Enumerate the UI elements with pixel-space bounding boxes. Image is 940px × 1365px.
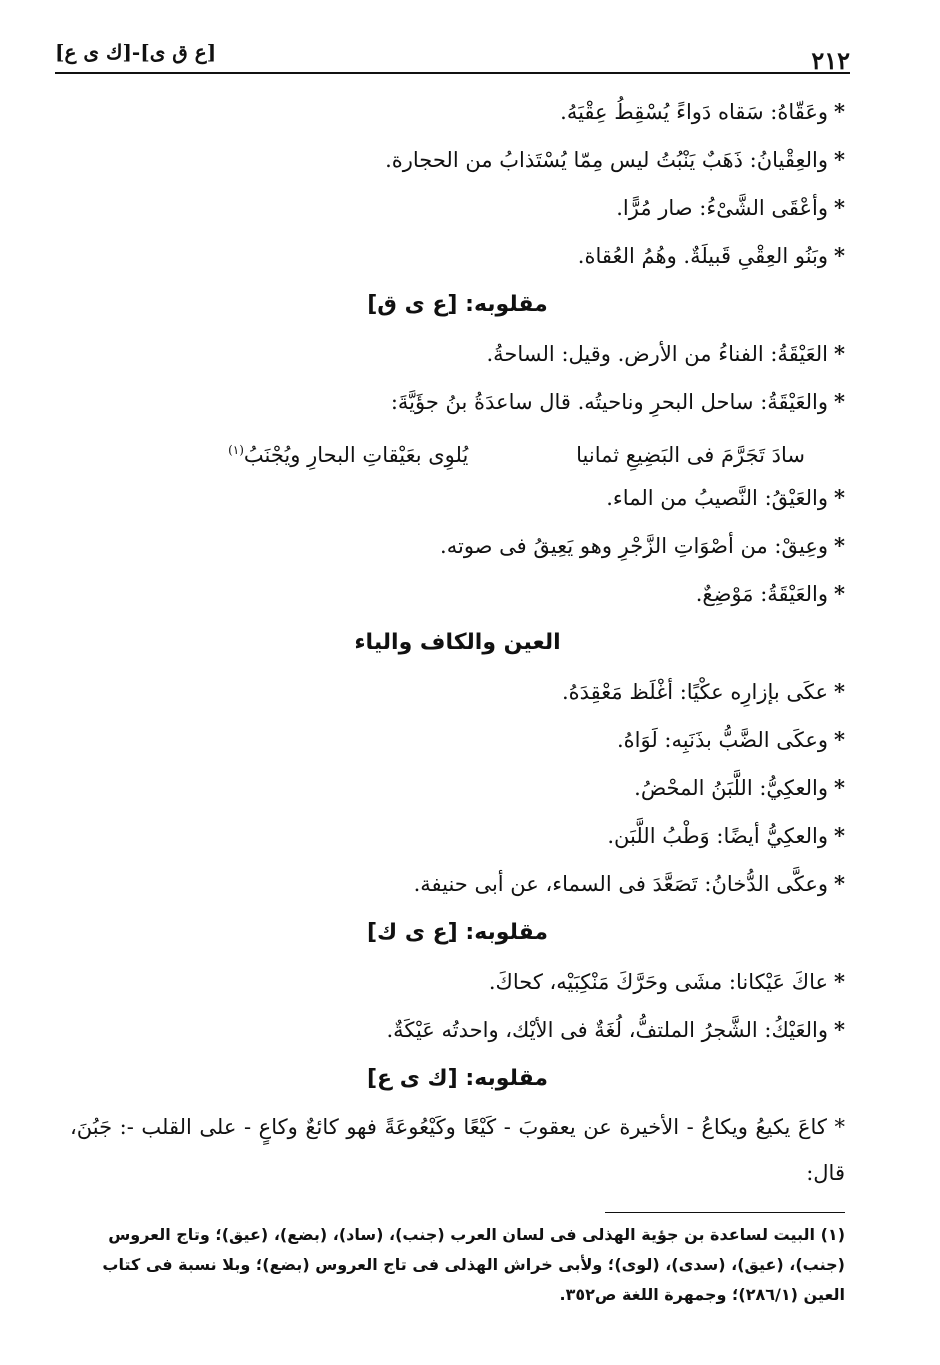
header-rule <box>55 72 850 74</box>
entry-text: والعَيْقَةُ: مَوْضِعٌ. <box>695 582 829 606</box>
section-heading: مقلوبه: [ع ى ك] <box>366 920 549 945</box>
entry-text: وعكَّى الدُّخانُ: تَصَعَّدَ فى السماء، عن أبى حنيفة. <box>413 872 829 896</box>
entry-text: وعِيقْ: من أصْوَاتِ الزَّجْرِ وهو يَعِيقُ فى صوته. <box>440 534 829 558</box>
entry-line <box>70 716 845 764</box>
page-body <box>70 88 845 1196</box>
entry-line <box>70 860 845 908</box>
poetry-verse <box>70 426 845 474</box>
entry-star: * <box>834 243 845 268</box>
entry-line <box>70 330 845 378</box>
section-heading: العين والكاف والياء <box>354 630 561 655</box>
entry-text: وعكَى الضَّبُّ بذَنَبِه: لَوَاهُ. <box>617 728 829 752</box>
entry-star: * <box>834 195 845 220</box>
footnote-rule <box>605 1212 845 1213</box>
entry-line <box>70 378 845 426</box>
entry-text: والعِقْيانُ: ذَهَبٌ يَنْبُتُ ليس مِمّا يُسْتَذابُ من الحجارة. <box>385 148 829 172</box>
entry-text: وأعْقَى الشَّىْءُ: صار مُرًّا. <box>616 196 829 220</box>
entry-text: والعَيْقَةُ: ساحل البحرِ وناحيتُه. قال ساعدَةُ بنُ جؤَيَّةَ: <box>390 390 829 414</box>
entry-line <box>70 88 845 136</box>
entry-line <box>70 570 845 618</box>
entry-line <box>70 136 845 184</box>
entry-line <box>70 812 845 860</box>
entry-line <box>70 184 845 232</box>
running-head: [ع ق ى]-[ك ى ع] <box>55 40 217 64</box>
footnote-reference: (١) <box>228 443 244 457</box>
entry-star: * <box>834 871 845 896</box>
entry-line <box>70 764 845 812</box>
entry-text: كاعَ يكيعُ ويكاعُ - الأخيرة عن يعقوبَ - كَيْعًا وكَيْعُوعَةً فهو كائعٌ وكاعٍ - على القلب -: جَبُنَ، قال: <box>70 1115 845 1185</box>
entry-text: والعكِيُّ أيضًا: وَطْبُ اللَّبَن. <box>607 824 829 848</box>
entry-line <box>70 232 845 280</box>
entry-line <box>70 668 845 716</box>
entry-text: وعَقّاهُ: سَقاه دَواءً يُسْقِطُ عِقْيَهُ. <box>560 100 829 124</box>
entry-star: * <box>834 147 845 172</box>
entry-text: والعَيْقُ: النَّصيبُ من الماء. <box>606 486 829 510</box>
entry-text: والعكِيُّ: اللَّبَنُ المحْضُ. <box>634 776 829 800</box>
entry-star: * <box>834 581 845 606</box>
entry-line <box>70 474 845 522</box>
entry-star: * <box>834 775 845 800</box>
entry-line <box>70 1006 845 1054</box>
entry-text: وبَنُو العِقْىِ قَبيلَةٌ. وهُمُ العُقاة. <box>577 244 829 268</box>
entry-text: العَيْقَةُ: الفناءُ من الأرض. وقيل: الساحةُ. <box>486 342 829 366</box>
entry-star: * <box>834 533 845 558</box>
verse-first-hemistich: سادَ تَجَرَّمَ فى البَضِيعِ ثمانيا <box>576 443 805 467</box>
section-heading: مقلوبه: [ع ى ق] <box>367 292 548 317</box>
entry-star: * <box>834 679 845 704</box>
entry-star: * <box>834 727 845 752</box>
entry-star: * <box>834 1115 845 1139</box>
entry-text: عاكَ عَيْكانا: مشَى وحَرَّكَ مَنْكِبَيْه، كحاكَ. <box>488 970 829 994</box>
entry-text: عكَى بإزارِه عكْيًا: أغْلَظ مَعْقِدَهُ. <box>561 680 829 704</box>
entry-star: * <box>834 969 845 994</box>
entry-line <box>70 958 845 1006</box>
entry-star: * <box>834 823 845 848</box>
entry-star: * <box>834 99 845 124</box>
page-number: ٢١٢ <box>811 46 850 75</box>
entry-star: * <box>834 389 845 414</box>
section-heading: مقلوبه: [ك ى ع] <box>366 1066 549 1091</box>
footnote: (١) البيت لساعدة بن جؤية الهذلى فى لسان العرب (جنب)، (ساد)، (بضع)، (عيق)؛ وتاج العروس (جنب)، (عيق)، (سدى)، (لوى)؛ ولأبى خراش الهذلى فى تاج العروس (بضع)؛ وبلا نسبة فى كتاب العين (٢٨٦/١)؛ وجمهرة اللغة ص٣٥٢. <box>102 1225 845 1304</box>
entry-star: * <box>834 485 845 510</box>
final-entry-paragraph <box>70 1104 845 1196</box>
entry-text: والعَيْكُ: الشَّجرُ الملتفُّ، لُغَةٌ فى الأيْك، واحدتُه عَيْكَةٌ. <box>386 1018 829 1042</box>
page-header <box>55 40 850 76</box>
entry-line <box>70 522 845 570</box>
entry-star: * <box>834 341 845 366</box>
verse-second-hemistich: يُلوِى بعَيْقاتِ البحارِ ويُجْنَبُ <box>243 443 469 467</box>
entry-star: * <box>834 1017 845 1042</box>
